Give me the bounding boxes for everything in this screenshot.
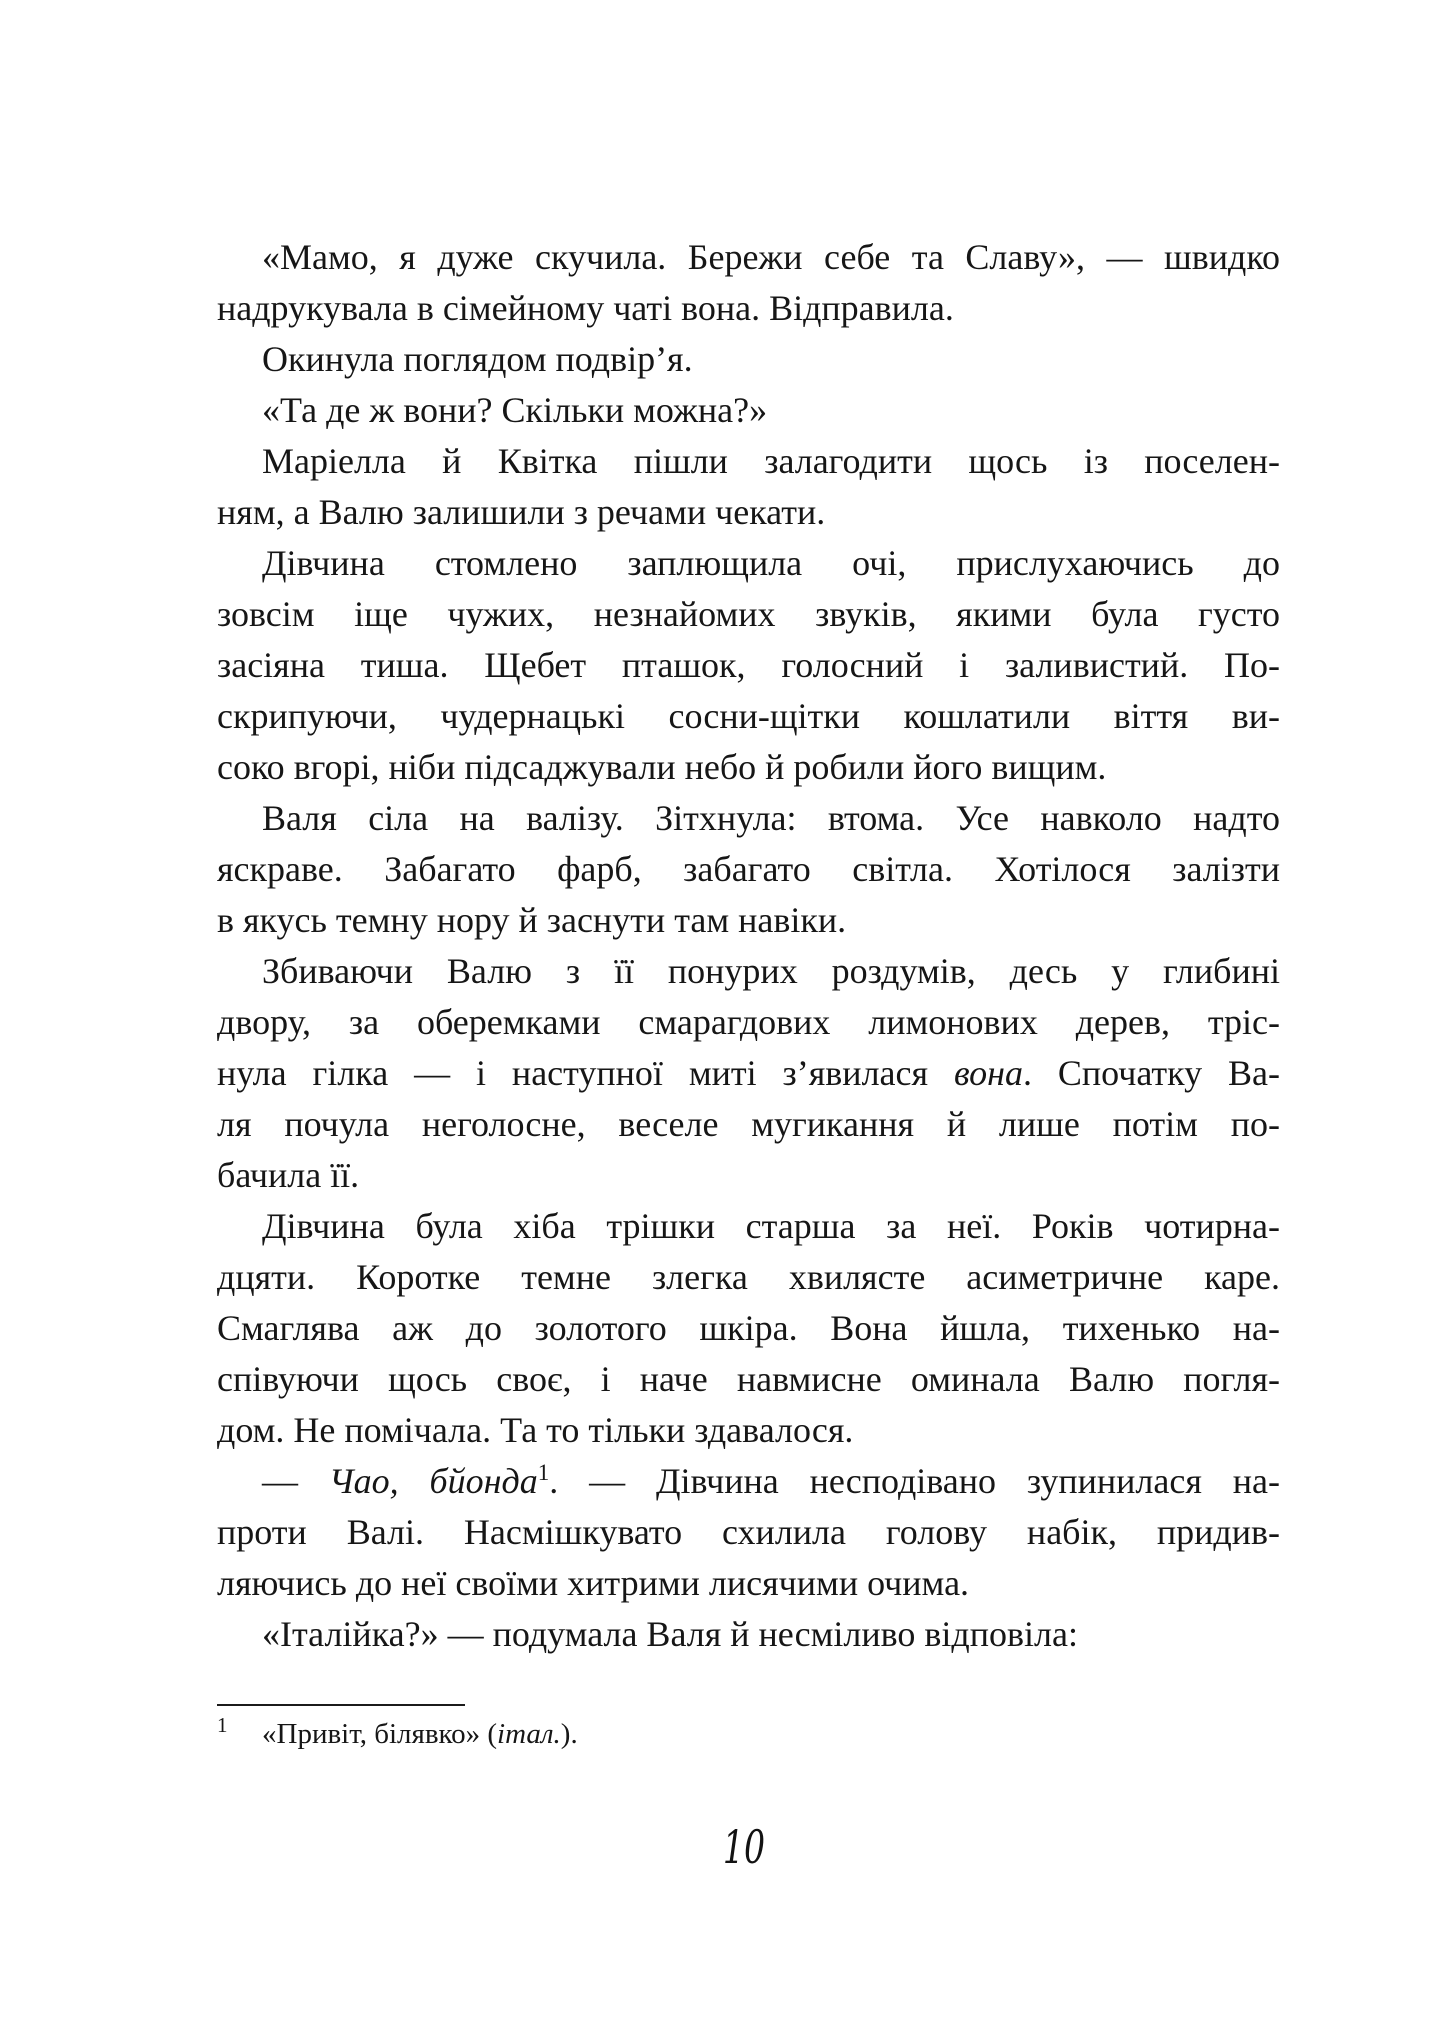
text-line — [217, 640, 1280, 691]
text-segment: «Та де ж вони? Скільки можна?» — [262, 390, 768, 430]
text-line — [217, 589, 1280, 640]
text-line — [217, 232, 1280, 283]
text-line — [217, 1150, 1280, 1201]
text-segment: двору, за оберемками смарагдових лимонових дерев, тріс- — [217, 1002, 1280, 1042]
text-segment: в якусь темну нору й заснути там навіки. — [217, 900, 847, 940]
text-segment: ). — [560, 1718, 578, 1750]
text-segment: дцяти. Коротке темне злегка хвилясте асиметричне каре. — [217, 1257, 1280, 1297]
footnote — [217, 1712, 1280, 1758]
text-segment: бачила її. — [217, 1155, 360, 1195]
text-line — [217, 385, 1280, 436]
text-line — [217, 946, 1280, 997]
page-number: 10 — [722, 1820, 766, 1874]
text-segment: ням, а Валю залишили з речами чекати. — [217, 492, 826, 532]
text-segment: . Спочатку Ва- — [1022, 1053, 1280, 1093]
text-segment: Дівчина була хіба трішки старша за неї. Років чотирна- — [262, 1206, 1280, 1246]
text-line — [217, 1558, 1280, 1609]
text-segment: зовсім іще чужих, незнайомих звуків, якими була густо — [217, 594, 1280, 634]
text-segment: 1 — [537, 1460, 550, 1485]
text-block — [217, 232, 1280, 1660]
text-segment: Окинула поглядом подвір’я. — [262, 339, 693, 379]
text-segment: нула гілка — і наступної миті з’явилася — [217, 1053, 954, 1093]
text-segment: Збиваючи Валю з її понурих роздумів, десь у глибині — [262, 951, 1280, 991]
text-line — [217, 1354, 1280, 1405]
text-segment: надрукувала в сімейному чаті вона. Відправила. — [217, 288, 954, 328]
text-segment: ля почула неголосне, веселе мугикання й лише потім по- — [217, 1104, 1280, 1144]
text-segment: Смаглява аж до золотого шкіра. Вона йшла, тихенько на- — [217, 1308, 1280, 1348]
text-line — [217, 487, 1280, 538]
text-segment: — — [262, 1461, 329, 1501]
footnote-marker: 1 — [217, 1713, 228, 1737]
text-segment: «Італійка?» — подумала Валя й несміливо відповіла: — [262, 1614, 1078, 1654]
text-segment: скрипуючи, чудернацькі сосни-щітки кошлатили віття ви- — [217, 696, 1280, 736]
text-segment: Чао, бйонда — [328, 1461, 538, 1501]
text-segment: ляючись до неї своїми хитрими лисячими очима. — [217, 1563, 970, 1603]
text-segment: Валя сіла на валізу. Зітхнула: втома. Усе навколо надто — [262, 798, 1280, 838]
text-line — [217, 283, 1280, 334]
text-segment: яскраве. Забагато фарб, забагато світла. Хотілося залізти — [217, 849, 1280, 889]
text-segment: співуючи щось своє, і наче навмисне оминала Валю погля- — [217, 1359, 1280, 1399]
text-line — [217, 997, 1280, 1048]
text-segment: «Мамо, я дуже скучила. Бережи себе та Славу», — швидко — [262, 237, 1280, 277]
text-segment: . — Дівчина несподівано зупинилася на- — [549, 1461, 1280, 1501]
text-line — [217, 1099, 1280, 1150]
text-line — [217, 1456, 1280, 1507]
text-segment: «Привіт, білявко» ( — [262, 1718, 498, 1750]
text-line — [217, 334, 1280, 385]
text-segment: засіяна тиша. Щебет пташок, голосний і заливистий. По- — [217, 645, 1280, 685]
text-segment: проти Валі. Насмішкувато схилила голову набік, придив- — [217, 1512, 1280, 1552]
text-line — [217, 1048, 1280, 1099]
text-line — [217, 1252, 1280, 1303]
text-line — [217, 793, 1280, 844]
text-segment: вона — [953, 1053, 1023, 1093]
text-line — [217, 1609, 1280, 1660]
text-line — [217, 436, 1280, 487]
text-segment: італ. — [497, 1718, 561, 1750]
text-segment: дом. Не помічала. Та то тільки здавалося. — [217, 1410, 854, 1450]
text-segment: Дівчина стомлено заплющила очі, прислухаючись до — [262, 543, 1280, 583]
text-line — [217, 1507, 1280, 1558]
text-segment: соко вгорі, ніби підсаджували небо й робили його вищим. — [217, 747, 1107, 787]
text-line — [217, 1201, 1280, 1252]
text-line — [217, 691, 1280, 742]
text-line — [217, 742, 1280, 793]
text-line — [217, 1303, 1280, 1354]
text-segment: Маріелла й Квітка пішли залагодити щось із поселен- — [262, 441, 1280, 481]
footnote-text — [262, 1718, 578, 1750]
text-line — [217, 844, 1280, 895]
text-line — [217, 538, 1280, 589]
text-line — [217, 1405, 1280, 1456]
text-line — [217, 895, 1280, 946]
